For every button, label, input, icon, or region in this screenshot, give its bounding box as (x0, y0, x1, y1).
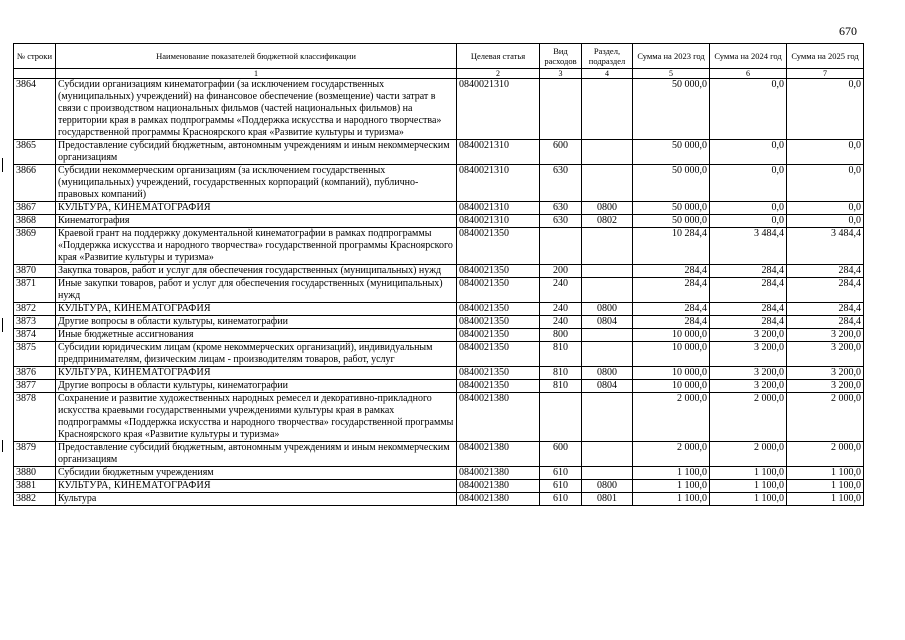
expense-type-cell: 630 (540, 202, 582, 215)
sum-2023-cell: 50 000,0 (633, 202, 710, 215)
sum-2025-cell: 0,0 (787, 140, 864, 165)
sum-2024-cell: 0,0 (710, 215, 787, 228)
row-number-cell: 3871 (14, 278, 56, 303)
row-number-cell: 3880 (14, 467, 56, 480)
header-row-number: № строки (14, 44, 56, 69)
expense-type-cell: 630 (540, 165, 582, 202)
sum-2024-cell: 1 100,0 (710, 493, 787, 506)
sum-2024-cell: 3 200,0 (710, 367, 787, 380)
expense-type-cell: 810 (540, 342, 582, 367)
indicator-name-cell: Субсидии бюджетным учреждениям (56, 467, 457, 480)
header-sum-2024: Сумма на 2024 год (710, 44, 787, 69)
table-row (14, 329, 864, 342)
section-cell (582, 79, 633, 140)
column-number: 4 (582, 69, 633, 79)
indicator-name-cell: КУЛЬТУРА, КИНЕМАТОГРАФИЯ (56, 480, 457, 493)
header-sum-2023: Сумма на 2023 год (633, 44, 710, 69)
page-number: 670 (839, 24, 857, 38)
column-number-row (14, 69, 864, 79)
sum-2025-cell: 284,4 (787, 265, 864, 278)
table-row (14, 265, 864, 278)
sum-2023-cell: 284,4 (633, 265, 710, 278)
section-cell (582, 278, 633, 303)
indicator-name-cell: Субсидии организациям кинематографии (за исключением государственных (муниципальных) учреждений) на финансовое обеспечение (возмещение) части затрат в связи с производством национальных фильмов (частей национальных фильмов) на территории края в рамках подпрограммы «Поддержка искусства и народного творчества» государственной программы Красноярского края «Развитие культуры и туризма» (56, 79, 457, 140)
sum-2025-cell: 3 484,4 (787, 228, 864, 265)
sum-2023-cell: 50 000,0 (633, 215, 710, 228)
section-cell (582, 165, 633, 202)
scan-margin-mark (2, 318, 3, 332)
indicator-name-cell: Сохранение и развитие художественных народных ремесел и декоративно-прикладного искусства краевыми государственными учреждениями культуры края в рамках подпрограммы «Поддержка искусства и народного творчества» государственной программы Красноярского края «Развитие культуры и туризма» (56, 393, 457, 442)
row-number-cell: 3870 (14, 265, 56, 278)
target-article-cell: 0840021350 (457, 367, 540, 380)
indicator-name-cell: Субсидии некоммерческим организациям (за исключением государственных (муниципальных) учреждений, государственных корпораций (компаний), публично-правовых компаний) (56, 165, 457, 202)
target-article-cell: 0840021380 (457, 493, 540, 506)
sum-2024-cell: 284,4 (710, 278, 787, 303)
indicator-name-cell: Субсидии юридическим лицам (кроме некоммерческих организаций), индивидуальным предпринимателям, физическим лицам - производителям товаров, работ, услуг (56, 342, 457, 367)
expense-type-cell: 240 (540, 278, 582, 303)
sum-2023-cell: 50 000,0 (633, 79, 710, 140)
column-number: 1 (56, 69, 457, 79)
sum-2023-cell: 50 000,0 (633, 140, 710, 165)
table-row (14, 493, 864, 506)
sum-2023-cell: 10 000,0 (633, 329, 710, 342)
expense-type-cell: 610 (540, 467, 582, 480)
target-article-cell: 0840021380 (457, 393, 540, 442)
target-article-cell: 0840021310 (457, 202, 540, 215)
row-number-cell: 3867 (14, 202, 56, 215)
row-number-cell: 3877 (14, 380, 56, 393)
target-article-cell: 0840021380 (457, 480, 540, 493)
expense-type-cell (540, 79, 582, 140)
sum-2025-cell: 3 200,0 (787, 329, 864, 342)
table-row (14, 380, 864, 393)
sum-2023-cell: 284,4 (633, 316, 710, 329)
sum-2023-cell: 1 100,0 (633, 480, 710, 493)
section-cell: 0804 (582, 316, 633, 329)
target-article-cell: 0840021380 (457, 442, 540, 467)
table-row (14, 228, 864, 265)
sum-2024-cell: 2 000,0 (710, 393, 787, 442)
target-article-cell: 0840021350 (457, 329, 540, 342)
table-row (14, 342, 864, 367)
sum-2025-cell: 3 200,0 (787, 342, 864, 367)
sum-2025-cell: 3 200,0 (787, 380, 864, 393)
table-row (14, 165, 864, 202)
sum-2024-cell: 3 200,0 (710, 329, 787, 342)
sum-2025-cell: 284,4 (787, 278, 864, 303)
sum-2025-cell: 2 000,0 (787, 393, 864, 442)
indicator-name-cell: КУЛЬТУРА, КИНЕМАТОГРАФИЯ (56, 202, 457, 215)
expense-type-cell (540, 228, 582, 265)
target-article-cell: 0840021310 (457, 165, 540, 202)
header-target-article: Целевая статья (457, 44, 540, 69)
sum-2024-cell: 2 000,0 (710, 442, 787, 467)
sum-2025-cell: 0,0 (787, 79, 864, 140)
sum-2024-cell: 284,4 (710, 303, 787, 316)
expense-type-cell: 200 (540, 265, 582, 278)
sum-2025-cell: 0,0 (787, 202, 864, 215)
table-row (14, 442, 864, 467)
table-row (14, 467, 864, 480)
expense-type-cell: 810 (540, 367, 582, 380)
sum-2025-cell: 0,0 (787, 215, 864, 228)
row-number-cell: 3878 (14, 393, 56, 442)
sum-2025-cell: 3 200,0 (787, 367, 864, 380)
expense-type-cell: 630 (540, 215, 582, 228)
table-row (14, 393, 864, 442)
section-cell (582, 329, 633, 342)
indicator-name-cell: КУЛЬТУРА, КИНЕМАТОГРАФИЯ (56, 367, 457, 380)
target-article-cell: 0840021310 (457, 140, 540, 165)
section-cell: 0800 (582, 367, 633, 380)
budget-table (13, 43, 864, 506)
sum-2024-cell: 0,0 (710, 202, 787, 215)
sum-2023-cell: 10 284,4 (633, 228, 710, 265)
indicator-name-cell: Закупка товаров, работ и услуг для обеспечения государственных (муниципальных) нужд (56, 265, 457, 278)
indicator-name-cell: КУЛЬТУРА, КИНЕМАТОГРАФИЯ (56, 303, 457, 316)
indicator-name-cell: Предоставление субсидий бюджетным, автономным учреждениям и иным некоммерческим организациям (56, 442, 457, 467)
expense-type-cell: 240 (540, 316, 582, 329)
table-body (14, 79, 864, 506)
table-row (14, 79, 864, 140)
target-article-cell: 0840021380 (457, 467, 540, 480)
sum-2023-cell: 10 000,0 (633, 380, 710, 393)
sum-2024-cell: 3 200,0 (710, 342, 787, 367)
target-article-cell: 0840021350 (457, 303, 540, 316)
target-article-cell: 0840021350 (457, 316, 540, 329)
sum-2023-cell: 1 100,0 (633, 493, 710, 506)
table-row (14, 278, 864, 303)
scan-margin-mark (2, 158, 3, 172)
target-article-cell: 0840021310 (457, 79, 540, 140)
indicator-name-cell: Краевой грант на поддержку документальной кинематографии в рамках подпрограммы «Поддержка искусства и народного творчества» государственной программы Красноярского края «Развитие культуры и туризма» (56, 228, 457, 265)
column-number: 6 (710, 69, 787, 79)
row-number-cell: 3866 (14, 165, 56, 202)
sum-2025-cell: 0,0 (787, 165, 864, 202)
section-cell: 0800 (582, 303, 633, 316)
row-number-cell: 3872 (14, 303, 56, 316)
section-cell (582, 467, 633, 480)
sum-2025-cell: 1 100,0 (787, 467, 864, 480)
table-row (14, 303, 864, 316)
header-sum-2025: Сумма на 2025 год (787, 44, 864, 69)
sum-2025-cell: 2 000,0 (787, 442, 864, 467)
row-number-cell: 3879 (14, 442, 56, 467)
header-indicator-name: Наименование показателей бюджетной классификации (56, 44, 457, 69)
target-article-cell: 0840021350 (457, 265, 540, 278)
sum-2024-cell: 0,0 (710, 165, 787, 202)
section-cell (582, 228, 633, 265)
sum-2025-cell: 1 100,0 (787, 480, 864, 493)
table-row (14, 215, 864, 228)
column-number: 2 (457, 69, 540, 79)
sum-2023-cell: 1 100,0 (633, 467, 710, 480)
sum-2023-cell: 2 000,0 (633, 442, 710, 467)
target-article-cell: 0840021350 (457, 228, 540, 265)
sum-2024-cell: 0,0 (710, 79, 787, 140)
sum-2024-cell: 1 100,0 (710, 467, 787, 480)
sum-2024-cell: 3 200,0 (710, 380, 787, 393)
table-row (14, 140, 864, 165)
sum-2023-cell: 284,4 (633, 278, 710, 303)
sum-2024-cell: 3 484,4 (710, 228, 787, 265)
expense-type-cell: 240 (540, 303, 582, 316)
section-cell: 0800 (582, 202, 633, 215)
table-row (14, 367, 864, 380)
sum-2023-cell: 50 000,0 (633, 165, 710, 202)
section-cell: 0800 (582, 480, 633, 493)
target-article-cell: 0840021350 (457, 380, 540, 393)
table-row (14, 480, 864, 493)
section-cell (582, 265, 633, 278)
column-number: 7 (787, 69, 864, 79)
header-expense-type: Вид расходов (540, 44, 582, 69)
row-number-cell: 3876 (14, 367, 56, 380)
target-article-cell: 0840021350 (457, 278, 540, 303)
row-number-cell: 3865 (14, 140, 56, 165)
column-number (14, 69, 56, 79)
sum-2025-cell: 284,4 (787, 303, 864, 316)
sum-2023-cell: 284,4 (633, 303, 710, 316)
indicator-name-cell: Предоставление субсидий бюджетным, автономным учреждениям и иным некоммерческим организациям (56, 140, 457, 165)
section-cell: 0801 (582, 493, 633, 506)
row-number-cell: 3873 (14, 316, 56, 329)
table-row (14, 316, 864, 329)
sum-2024-cell: 0,0 (710, 140, 787, 165)
row-number-cell: 3869 (14, 228, 56, 265)
indicator-name-cell: Иные закупки товаров, работ и услуг для обеспечения государственных (муниципальных) нужд (56, 278, 457, 303)
sum-2023-cell: 2 000,0 (633, 393, 710, 442)
indicator-name-cell: Другие вопросы в области культуры, кинематографии (56, 316, 457, 329)
scan-margin-mark (2, 440, 3, 452)
section-cell (582, 393, 633, 442)
row-number-cell: 3881 (14, 480, 56, 493)
row-number-cell: 3868 (14, 215, 56, 228)
table-header-row (14, 44, 864, 69)
expense-type-cell: 600 (540, 442, 582, 467)
sum-2023-cell: 10 000,0 (633, 367, 710, 380)
table-row (14, 202, 864, 215)
column-number: 5 (633, 69, 710, 79)
sum-2024-cell: 284,4 (710, 316, 787, 329)
indicator-name-cell: Кинематография (56, 215, 457, 228)
row-number-cell: 3882 (14, 493, 56, 506)
row-number-cell: 3874 (14, 329, 56, 342)
indicator-name-cell: Культура (56, 493, 457, 506)
section-cell (582, 342, 633, 367)
row-number-cell: 3875 (14, 342, 56, 367)
header-section: Раздел, подраздел (582, 44, 633, 69)
row-number-cell: 3864 (14, 79, 56, 140)
indicator-name-cell: Иные бюджетные ассигнования (56, 329, 457, 342)
target-article-cell: 0840021310 (457, 215, 540, 228)
expense-type-cell: 800 (540, 329, 582, 342)
section-cell (582, 442, 633, 467)
section-cell: 0802 (582, 215, 633, 228)
expense-type-cell: 600 (540, 140, 582, 165)
sum-2024-cell: 284,4 (710, 265, 787, 278)
expense-type-cell: 810 (540, 380, 582, 393)
expense-type-cell: 610 (540, 493, 582, 506)
column-number: 3 (540, 69, 582, 79)
sum-2025-cell: 284,4 (787, 316, 864, 329)
indicator-name-cell: Другие вопросы в области культуры, кинематографии (56, 380, 457, 393)
target-article-cell: 0840021350 (457, 342, 540, 367)
section-cell (582, 140, 633, 165)
section-cell: 0804 (582, 380, 633, 393)
sum-2025-cell: 1 100,0 (787, 493, 864, 506)
sum-2024-cell: 1 100,0 (710, 480, 787, 493)
expense-type-cell (540, 393, 582, 442)
sum-2023-cell: 10 000,0 (633, 342, 710, 367)
expense-type-cell: 610 (540, 480, 582, 493)
